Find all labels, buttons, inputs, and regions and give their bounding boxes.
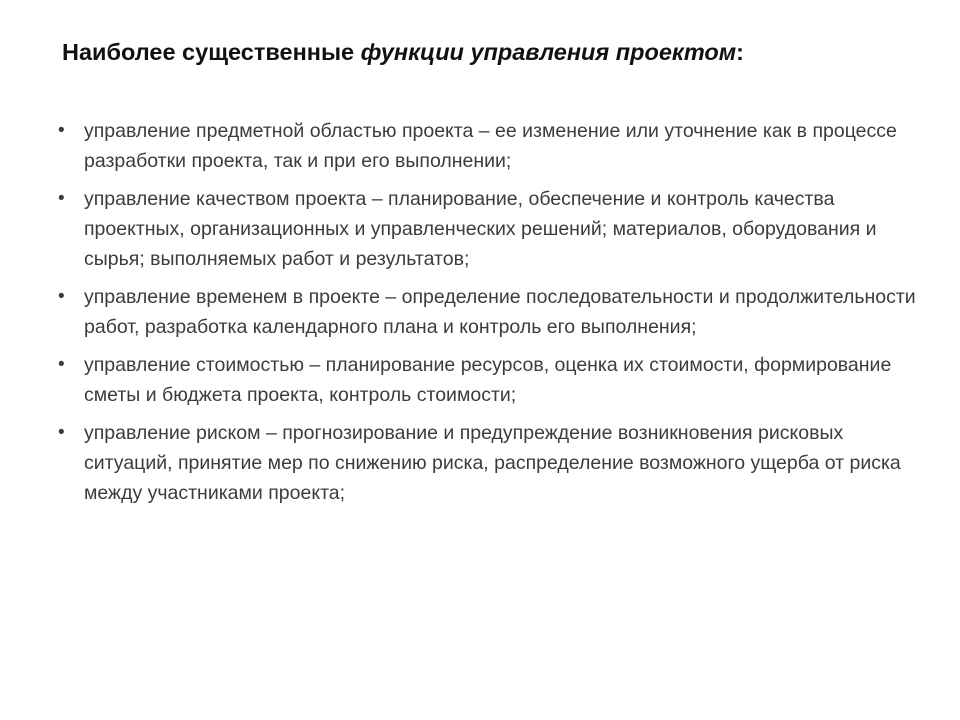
slide-title — [62, 36, 922, 68]
title-part-colon: : — [736, 39, 744, 65]
bullet-icon: • — [58, 188, 65, 209]
bullet-icon: • — [58, 286, 65, 307]
bullet-icon: • — [58, 422, 65, 443]
list-item-text: управление качеством проекта – планирование, обеспечение и контроль качества проектных, организационных и управленческих решений; материалов, оборудования и сырья; выполняемых работ и результатов; — [84, 188, 877, 270]
list-item — [56, 184, 916, 274]
list-item-text: управление временем в проекте – определение последовательности и продолжительности работ, разработка календарного плана и контроль его выполнения; — [84, 286, 916, 338]
list-item-text: управление предметной областью проекта – ее изменение или уточнение как в процессе разработки проекта, так и при его выполнении; — [84, 120, 897, 172]
list-item — [56, 350, 916, 410]
list-item-text: управление риском – прогнозирование и предупреждение возникновения рисковых ситуаций, принятие мер по снижению риска, распределение возможного ущерба от риска между участниками проекта; — [84, 422, 901, 504]
bullet-icon: • — [58, 120, 65, 141]
title-part-italic: функции управления проектом — [360, 39, 737, 65]
list-item — [56, 282, 916, 342]
title-part-regular: Наиболее существенные — [62, 39, 361, 65]
list-item — [56, 418, 916, 508]
bullet-list — [56, 116, 916, 516]
list-item-text: управление стоимостью – планирование ресурсов, оценка их стоимости, формирование сметы и бюджета проекта, контроль стоимости; — [84, 354, 892, 406]
list-item — [56, 116, 916, 176]
bullet-icon: • — [58, 354, 65, 375]
